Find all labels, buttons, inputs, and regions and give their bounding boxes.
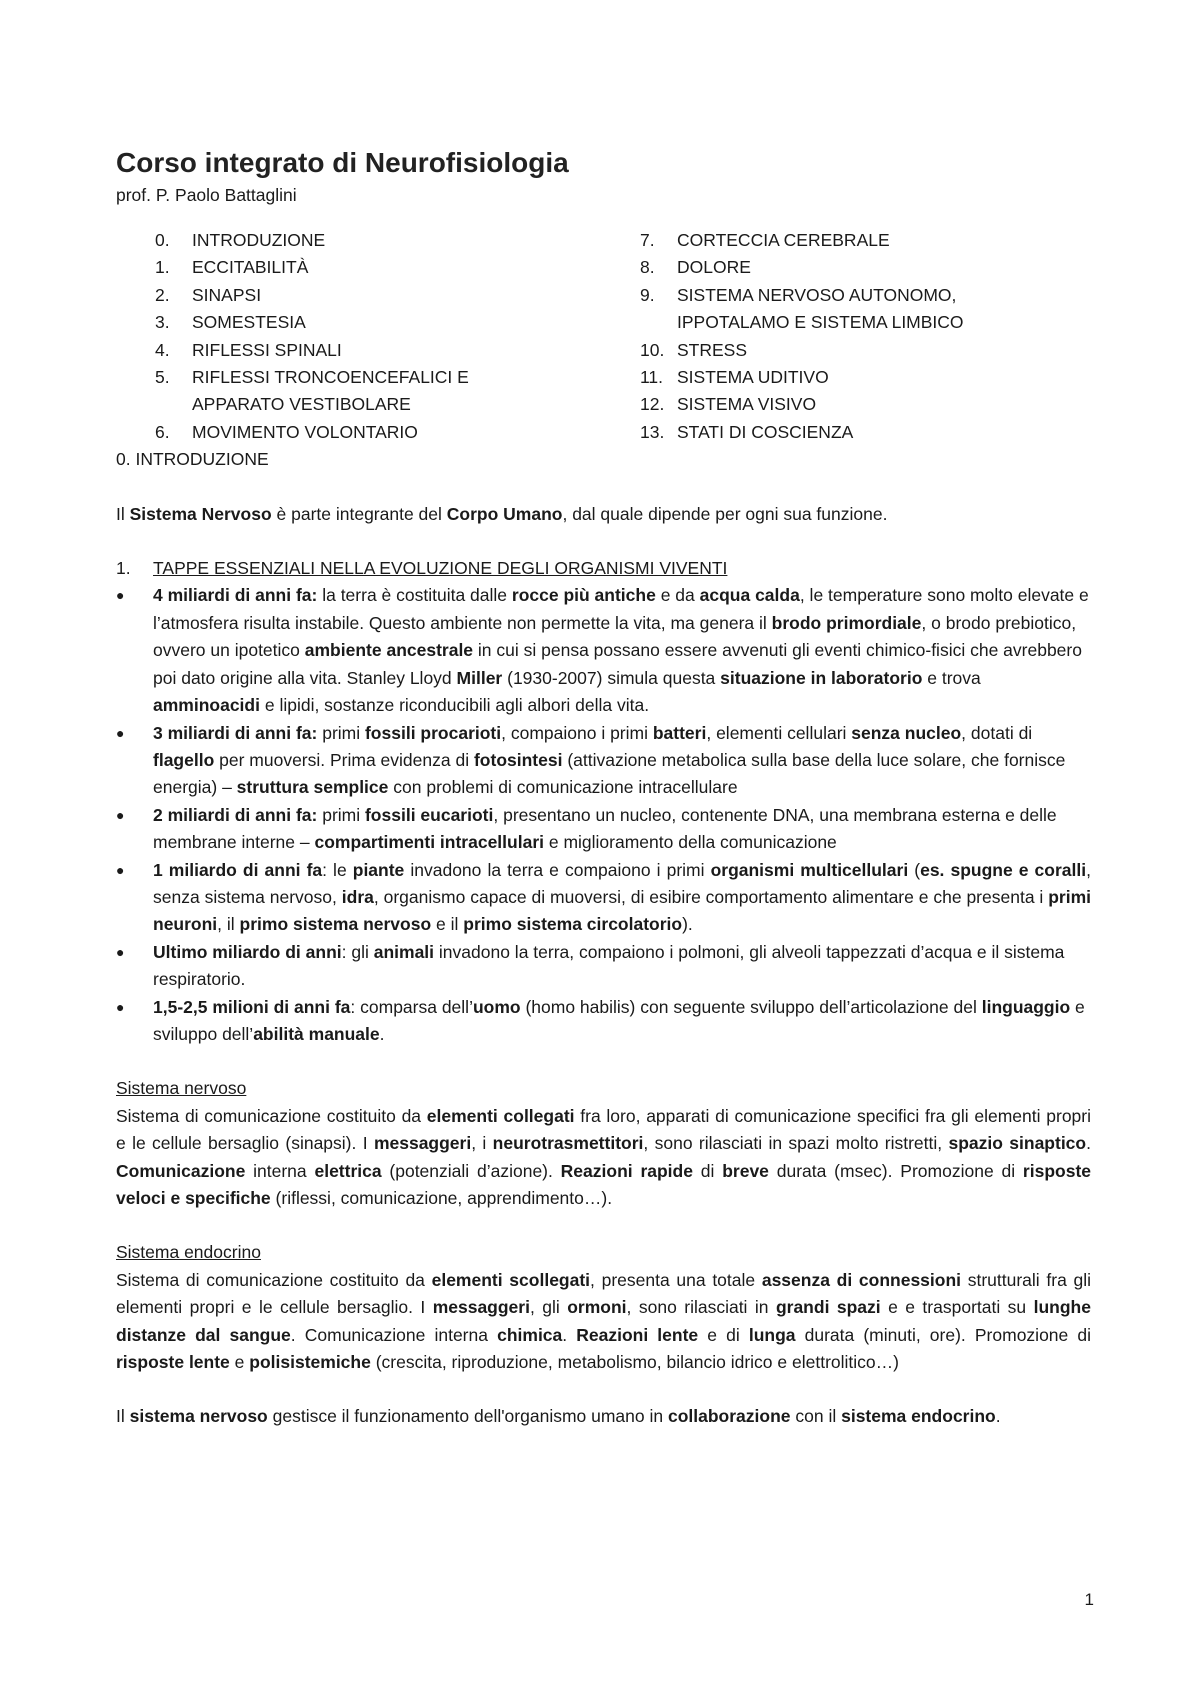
toc-item xyxy=(640,419,1091,446)
evolution-list xyxy=(116,582,1091,1048)
text-run: : le xyxy=(322,859,353,880)
text-run: sistema endocrino xyxy=(841,1406,996,1427)
toc-item xyxy=(116,227,640,254)
document-title: Corso integrato di Neurofisiologia xyxy=(116,147,569,178)
text-run: di xyxy=(692,1160,723,1181)
subsection-heading xyxy=(116,555,1091,582)
text-run: Reazioni rapide xyxy=(560,1160,693,1181)
text-run: fossili eucarioti xyxy=(364,804,494,825)
text-run: : comparsa dell’ xyxy=(350,996,473,1017)
toc-label: SISTEMA VISIVO xyxy=(677,394,817,415)
toc-number: 9. xyxy=(640,284,655,305)
text-run: e lipidi, sostanze riconducibili agli albori della vita. xyxy=(259,695,650,716)
text-run: Il xyxy=(116,1406,130,1427)
professor-name: prof. P. Paolo Battaglini xyxy=(116,185,297,205)
toc-number: 12. xyxy=(640,394,665,415)
text-run: e e trasportati su xyxy=(880,1297,1034,1318)
toc-label: STRESS xyxy=(677,339,748,360)
text-run: polisistemiche xyxy=(249,1352,371,1373)
toc-item xyxy=(640,391,1091,418)
list-item-text xyxy=(153,939,1091,994)
spacer xyxy=(116,474,1091,501)
toc-label: STATI DI COSCIENZA xyxy=(677,421,854,442)
text-run: fossili procarioti xyxy=(364,722,502,743)
text-run: 3 miliardi di anni fa: xyxy=(153,722,318,743)
list-item xyxy=(116,994,1091,1049)
text-run: sistema nervoso xyxy=(129,1406,268,1427)
text-run: Sistema di comunicazione costituito da xyxy=(116,1105,427,1126)
bullet-icon: ● xyxy=(116,943,125,960)
text-run: 4 miliardi di anni fa: xyxy=(153,585,318,606)
toc-item xyxy=(640,337,1091,364)
text-run: , o brodo prebiotico, ovvero un ipotetico xyxy=(153,612,1077,661)
text-run: : gli xyxy=(341,941,374,962)
text-run: e sviluppo dell’ xyxy=(153,996,1085,1044)
toc-number: 1. xyxy=(155,257,170,278)
toc-item xyxy=(116,282,640,309)
text-run: , il xyxy=(217,914,240,935)
text-run: , presenta una totale xyxy=(590,1269,762,1290)
closing-paragraph xyxy=(116,1403,1091,1430)
text-run: brodo primordiale xyxy=(771,612,922,633)
text-run: ). xyxy=(682,914,693,935)
text-run: (crescita, riproduzione, metabolismo, bilancio idrico e elettrolitico…) xyxy=(370,1352,899,1373)
section-heading: 0. INTRODUZIONE xyxy=(116,449,269,470)
text-run: , organismo capace di muoversi, di esibire comportamento alimentare e che presenta i xyxy=(373,886,1049,907)
text-run: , i xyxy=(471,1133,493,1154)
text-run: . xyxy=(379,1023,385,1044)
toc-label: DOLORE xyxy=(677,257,751,278)
toc-number: 2. xyxy=(155,284,170,305)
text-run: amminoacidi xyxy=(153,695,260,716)
text-run: risposte lente xyxy=(116,1352,230,1373)
list-item-text xyxy=(153,802,1091,857)
nervous-system-paragraph xyxy=(116,1103,1091,1213)
text-run: elementi collegati xyxy=(426,1105,575,1126)
text-run: neurotrasmettitori xyxy=(492,1133,644,1154)
subsection-title: TAPPE ESSENZIALI NELLA EVOLUZIONE DEGLI ORGANISMI VIVENTI xyxy=(153,558,728,579)
text-run: con problemi di comunicazione intracellulare xyxy=(388,777,738,798)
list-item xyxy=(116,802,1091,857)
text-run: 1 miliardo di anni fa xyxy=(153,859,323,880)
bullet-icon: ● xyxy=(116,724,125,741)
toc-item xyxy=(640,282,1091,337)
text-run: e di xyxy=(698,1324,749,1345)
toc-item xyxy=(116,309,640,336)
text-run: , compaiono i primi xyxy=(501,722,653,743)
nervous-system-heading: Sistema nervoso xyxy=(116,1078,247,1099)
toc-item xyxy=(640,364,1091,391)
text-run: risposte veloci e specifiche xyxy=(116,1160,1091,1208)
text-run: assenza di connessioni xyxy=(761,1269,962,1290)
text-run: (potenziali d’azione). xyxy=(381,1160,561,1181)
list-item xyxy=(116,582,1091,719)
text-run: senza nucleo xyxy=(851,722,962,743)
bullet-icon: ● xyxy=(116,587,125,604)
spacer xyxy=(116,1048,1091,1075)
text-run: , le temperature sono molto elevate e l’atmosfera risulta instabile. Questo ambiente non permette la vita, ma genera il xyxy=(153,585,1089,633)
toc-item xyxy=(116,337,640,364)
toc-number: 3. xyxy=(155,312,170,333)
text-run: collaborazione xyxy=(667,1406,791,1427)
text-run: Miller xyxy=(456,667,503,688)
toc-label: ECCITABILITÀ xyxy=(192,257,309,278)
toc-number: 7. xyxy=(640,230,655,250)
text-run: , senza sistema nervoso, xyxy=(153,859,1091,907)
text-run: primo sistema nervoso xyxy=(239,914,432,935)
text-run: Il xyxy=(116,503,130,524)
text-run: invadono la terra e compaiono i primi xyxy=(404,859,711,880)
toc-item xyxy=(116,254,640,281)
text-run: , dotati di xyxy=(961,722,1033,743)
toc-right-column xyxy=(640,227,1091,446)
text-run: Corpo Umano xyxy=(446,503,563,524)
text-run: idra xyxy=(341,886,374,907)
bullet-icon: ● xyxy=(116,998,125,1015)
text-run: primi xyxy=(317,722,365,743)
text-run: Ultimo miliardo di anni xyxy=(153,941,342,962)
text-run: flagello xyxy=(153,749,215,770)
text-run: . xyxy=(562,1324,577,1345)
bullet-icon: ● xyxy=(116,861,125,878)
text-run: spazio sinaptico xyxy=(948,1133,1087,1154)
endocrine-system-heading: Sistema endocrino xyxy=(116,1242,261,1263)
text-run: e da xyxy=(655,585,700,606)
text-run: interna xyxy=(245,1160,315,1181)
toc-item xyxy=(640,254,1091,281)
text-run: per muoversi. Prima evidenza di xyxy=(214,749,474,770)
text-run: piante xyxy=(352,859,405,880)
list-item xyxy=(116,939,1091,994)
toc-label: RIFLESSI TRONCOENCEFALICI E APPARATO VESTIBOLARE xyxy=(192,367,469,415)
text-run: e miglioramento della comunicazione xyxy=(544,832,837,853)
toc-item xyxy=(116,419,640,446)
text-run: (riflessi, comunicazione, apprendimento…). xyxy=(270,1188,613,1208)
text-run: durata (msec). Promozione di xyxy=(768,1160,1023,1181)
list-item xyxy=(116,857,1091,939)
toc-label: MOVIMENTO VOLONTARIO xyxy=(192,421,418,442)
toc-number: 0. xyxy=(155,230,170,250)
page-content xyxy=(116,146,1091,1431)
text-run: (attivazione metabolica sulla base della luce solare, che fornisce energia) – xyxy=(153,749,1066,798)
text-run: abilità manuale xyxy=(253,1023,380,1044)
toc-number: 8. xyxy=(640,257,655,278)
text-run: situazione in laboratorio xyxy=(720,667,923,688)
text-run: e xyxy=(229,1352,250,1373)
page-number: 1 xyxy=(1084,1590,1094,1609)
text-run: 1,5-2,5 milioni di anni fa xyxy=(153,996,351,1017)
text-run: Comunicazione xyxy=(116,1160,246,1181)
text-run: animali xyxy=(373,941,435,962)
list-item-text xyxy=(153,994,1091,1049)
toc-item xyxy=(640,227,1091,254)
text-run: fotosintesi xyxy=(473,749,563,770)
text-run: . Comunicazione interna xyxy=(290,1324,498,1345)
toc-label: SISTEMA NERVOSO AUTONOMO, IPPOTALAMO E SISTEMA LIMBICO xyxy=(677,284,964,333)
toc-label: SINAPSI xyxy=(192,284,262,305)
intro-paragraph xyxy=(116,501,1091,528)
list-item-text xyxy=(153,857,1091,939)
toc-label: SISTEMA UDITIVO xyxy=(677,367,829,388)
toc-label: RIFLESSI SPINALI xyxy=(192,339,342,360)
text-run: ormoni xyxy=(567,1297,627,1318)
text-run: acqua calda xyxy=(699,585,800,606)
spacer xyxy=(116,1376,1091,1403)
text-run: , gli xyxy=(529,1297,568,1318)
toc-number: 5. xyxy=(155,367,170,388)
text-run: messaggeri xyxy=(432,1297,530,1318)
text-run: 2 miliardi di anni fa: xyxy=(153,804,318,825)
text-run: primo sistema circolatorio xyxy=(463,914,683,935)
text-run: rocce più antiche xyxy=(511,585,656,606)
subsection-number: 1. xyxy=(116,558,131,579)
text-run: compartimenti intracellulari xyxy=(314,832,544,853)
text-run: , elementi cellulari xyxy=(706,722,852,743)
text-run: . xyxy=(1086,1133,1091,1154)
text-run: chimica xyxy=(497,1324,563,1345)
text-run: e il xyxy=(431,914,464,935)
text-run: elettrica xyxy=(314,1160,382,1181)
text-run: batteri xyxy=(652,722,707,743)
text-run: . xyxy=(995,1406,1001,1427)
toc-left-column xyxy=(116,227,640,446)
text-run: fra loro, apparati di comunicazione specifici fra gli elementi propri e le cellule bersaglio (sinapsi). I xyxy=(116,1105,1091,1154)
bullet-icon: ● xyxy=(116,806,125,823)
text-run: messaggeri xyxy=(373,1133,472,1154)
text-run: strutturali fra gli elementi propri e le cellule bersaglio. I xyxy=(116,1269,1092,1318)
text-run: organismi multicellulari xyxy=(710,859,909,880)
text-run: primi neuroni xyxy=(153,886,1091,935)
list-item-text xyxy=(153,582,1091,719)
toc-number: 4. xyxy=(155,339,170,360)
toc-label: CORTECCIA CEREBRALE xyxy=(677,230,890,250)
list-item-text xyxy=(153,720,1091,802)
text-run: primi xyxy=(317,804,365,825)
text-run: , sono rilasciati in spazi molto ristretti, xyxy=(643,1133,949,1154)
endocrine-system-paragraph xyxy=(116,1267,1091,1377)
text-run: uomo xyxy=(472,996,521,1017)
toc-number: 6. xyxy=(155,421,170,442)
text-run: , sono rilasciati in xyxy=(626,1297,776,1318)
text-run: Sistema di comunicazione costituito da xyxy=(116,1269,432,1290)
text-run: , presentano un nucleo, contenente DNA, una membrana esterna e delle membrane interne – xyxy=(153,804,1057,853)
text-run: ( xyxy=(908,859,921,880)
text-run: breve xyxy=(722,1160,769,1181)
text-run: gestisce il funzionamento dell'organismo umano in xyxy=(267,1406,668,1427)
toc-label: SOMESTESIA xyxy=(192,312,306,333)
text-run: grandi spazi xyxy=(775,1297,881,1318)
text-run: Sistema Nervoso xyxy=(129,503,272,524)
toc-number: 11. xyxy=(640,367,664,388)
text-run: la terra è costituita dalle xyxy=(317,585,512,606)
text-run: lunga xyxy=(748,1324,796,1345)
text-run: Reazioni lente xyxy=(576,1324,699,1345)
text-run: lunghe distanze dal sangue xyxy=(116,1297,1091,1345)
spacer xyxy=(116,528,1091,555)
text-run: con il xyxy=(790,1406,842,1427)
text-run: invadono la terra, compaiono i polmoni, gli alveoli tappezzati d’acqua e il sistema respiratorio. xyxy=(153,941,1065,990)
spacer xyxy=(116,1212,1091,1239)
toc-item xyxy=(116,364,640,419)
text-run: linguaggio xyxy=(981,996,1071,1017)
list-item xyxy=(116,720,1091,802)
text-run: es. spugne e coralli xyxy=(920,859,1087,880)
text-run: elementi scollegati xyxy=(431,1269,591,1290)
table-of-contents xyxy=(116,227,1091,446)
toc-number: 13. xyxy=(640,421,665,442)
toc-label: INTRODUZIONE xyxy=(192,230,326,250)
text-run: struttura semplice xyxy=(236,777,389,798)
text-run: è parte integrante del xyxy=(271,503,447,524)
text-run: (homo habilis) con seguente sviluppo dell’articolazione del xyxy=(520,996,982,1017)
text-run: in cui si pensa possano essere avvenuti gli eventi chimico-fisici che avrebbero poi dato origine alla vita. Stanley Lloyd xyxy=(153,640,1082,688)
text-run: durata (minuti, ore). Promozione di xyxy=(795,1324,1091,1345)
text-run: (1930-2007) simula questa xyxy=(502,667,721,688)
text-run: ambiente ancestrale xyxy=(304,640,474,661)
text-run: , dal quale dipende per ogni sua funzione. xyxy=(562,503,888,524)
text-run: e trova xyxy=(922,667,981,688)
toc-number: 10. xyxy=(640,339,665,360)
